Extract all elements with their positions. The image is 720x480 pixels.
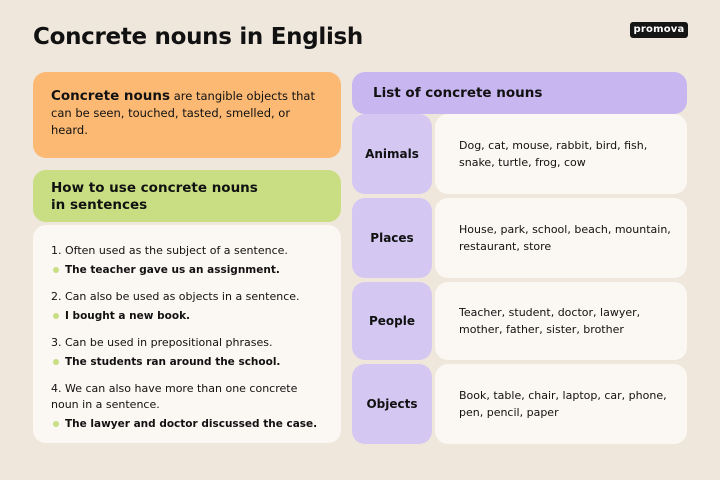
rule-example [51, 263, 327, 277]
category-people: People [352, 282, 432, 360]
items-text: Dog, cat, mouse, rabbit, bird, fish, snake, turtle, frog, cow [459, 139, 648, 169]
category-objects: Objects [352, 364, 432, 444]
bullet-dot-icon [53, 267, 59, 273]
example-text: The lawyer and doctor discussed the case. [65, 418, 318, 430]
page-title: Concrete nouns in English [33, 24, 363, 50]
bullet-dot-icon [53, 313, 59, 319]
usage-rules-card [33, 225, 341, 443]
example-text: I bought a new book. [65, 310, 191, 322]
rule-text: 4. We can also have more than one concrete noun in a sentence. [51, 382, 298, 411]
definition-card [33, 72, 341, 158]
category-objects-items [435, 364, 687, 444]
rule-example [51, 309, 327, 323]
rule-example [51, 417, 327, 431]
example-text: The teacher gave us an assignment. [65, 264, 280, 276]
usage-rule [51, 381, 327, 431]
category-places-items [435, 198, 687, 278]
category-places: Places [352, 198, 432, 278]
rule-text: 3. Can be used in prepositional phrases. [51, 336, 273, 349]
usage-rule [51, 243, 327, 277]
example-text: The students ran around the school. [65, 356, 281, 368]
definition-text: are tangible objects that can be seen, touched, tasted, smelled, or heard. [51, 89, 315, 137]
brand-logo: promova [630, 22, 688, 38]
bullet-dot-icon [53, 359, 59, 365]
usage-heading [33, 170, 341, 222]
category-animals-items [435, 114, 687, 194]
usage-heading-line1: How to use concrete nouns [51, 180, 258, 196]
usage-rule [51, 335, 327, 369]
category-people-items [435, 282, 687, 360]
rule-example [51, 355, 327, 369]
usage-heading-line2: in sentences [51, 197, 148, 213]
items-text: Book, table, chair, laptop, car, phone, pen, pencil, paper [459, 389, 667, 419]
usage-rule [51, 289, 327, 323]
items-text: Teacher, student, doctor, lawyer, mother, father, sister, brother [459, 306, 641, 336]
bullet-dot-icon [53, 421, 59, 427]
rule-text: 2. Can also be used as objects in a sentence. [51, 290, 300, 303]
rule-text: 1. Often used as the subject of a sentence. [51, 244, 288, 257]
definition-term: Concrete nouns [51, 88, 171, 104]
items-text: House, park, school, beach, mountain, restaurant, store [459, 223, 671, 253]
category-animals: Animals [352, 114, 432, 194]
list-heading: List of concrete nouns [352, 72, 687, 114]
